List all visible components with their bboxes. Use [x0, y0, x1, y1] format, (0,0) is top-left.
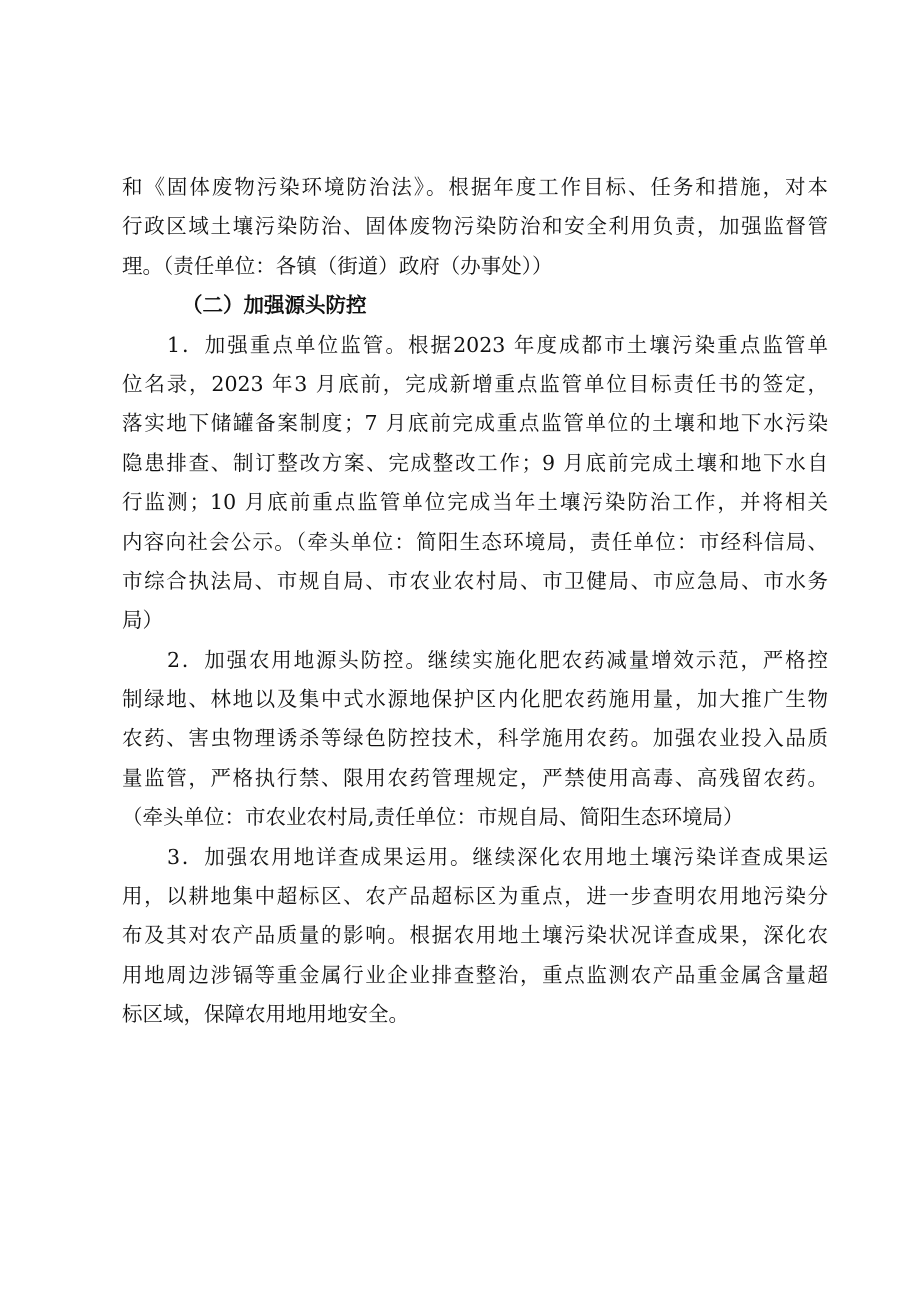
text-line: 位名录，2023 年3 月底前，完成新增重点监管单位目标责任书的签定， — [122, 371, 828, 396]
section-heading — [122, 286, 828, 325]
text-line: 行监测；10 月底前重点监管单位完成当年土壤污染防治工作，并将相关 — [122, 490, 828, 515]
text-line: 内容向社会公示。（牵头单位：简阳生态环境局，责任单位：市经科信局、 — [122, 529, 828, 554]
paragraph-item-1 — [122, 326, 828, 641]
text-line: 落实地下储罐备案制度；7 月底前完成重点监管单位的土壤和地下水污染 — [122, 411, 828, 436]
text-line: 布及其对农产品质量的影响。根据农用地土壤污染状况详查成果，深化农 — [122, 923, 828, 948]
text-line: 3．加强农用地详查成果运用。继续深化农用地土壤污染详查成果运 — [167, 844, 828, 869]
text-line: 用地周边涉镉等重金属行业企业排查整治，重点监测农产品重金属含量超 — [122, 962, 828, 987]
text-line: 市综合执法局、市规自局、市农业农村局、市卫健局、市应急局、市水务 — [122, 568, 828, 593]
text-line: 理。（责任单位：各镇（街道）政府（办事处）） — [122, 253, 553, 278]
text-line: 1．加强重点单位监管。根据2023 年度成都市土壤污染重点监管单 — [167, 332, 828, 357]
text-line: 局） — [122, 608, 163, 633]
text-line: （牵头单位：市农业农村局,责任单位：市规自局、简阳生态环境局） — [122, 805, 744, 830]
heading-text: （二）加强源头防控 — [182, 293, 367, 318]
text-line: 2．加强农用地源头防控。继续实施化肥农药减量增效示范，严格控 — [167, 647, 828, 672]
text-line: 制绿地、林地以及集中式水源地保护区内化肥农药施用量，加大推广生物 — [122, 687, 828, 712]
text-line: 行政区域土壤污染防治、固体废物污染防治和安全利用负责，加强监督管 — [122, 214, 828, 239]
text-line: 和《固体废物污染环境防治法》。根据年度工作目标、任务和措施，对本 — [122, 175, 828, 199]
document-body — [122, 168, 828, 1035]
paragraph-item-2 — [122, 641, 828, 838]
paragraph-item-3 — [122, 838, 828, 1035]
text-line: 标区域，保障农用地用地安全。 — [122, 1002, 409, 1027]
paragraph-intro — [122, 168, 828, 286]
text-line: 农药、害虫物理诱杀等绿色防控技术，科学施用农药。加强农业投入品质 — [122, 726, 828, 751]
text-line: 用，以耕地集中超标区、农产品超标区为重点，进一步查明农用地污染分 — [122, 884, 828, 909]
text-line: 隐患排查、制订整改方案、完成整改工作；9 月底前完成土壤和地下水自 — [122, 450, 828, 475]
text-line: 量监管，严格执行禁、限用农药管理规定，严禁使用高毒、高残留农药。 — [122, 765, 828, 790]
